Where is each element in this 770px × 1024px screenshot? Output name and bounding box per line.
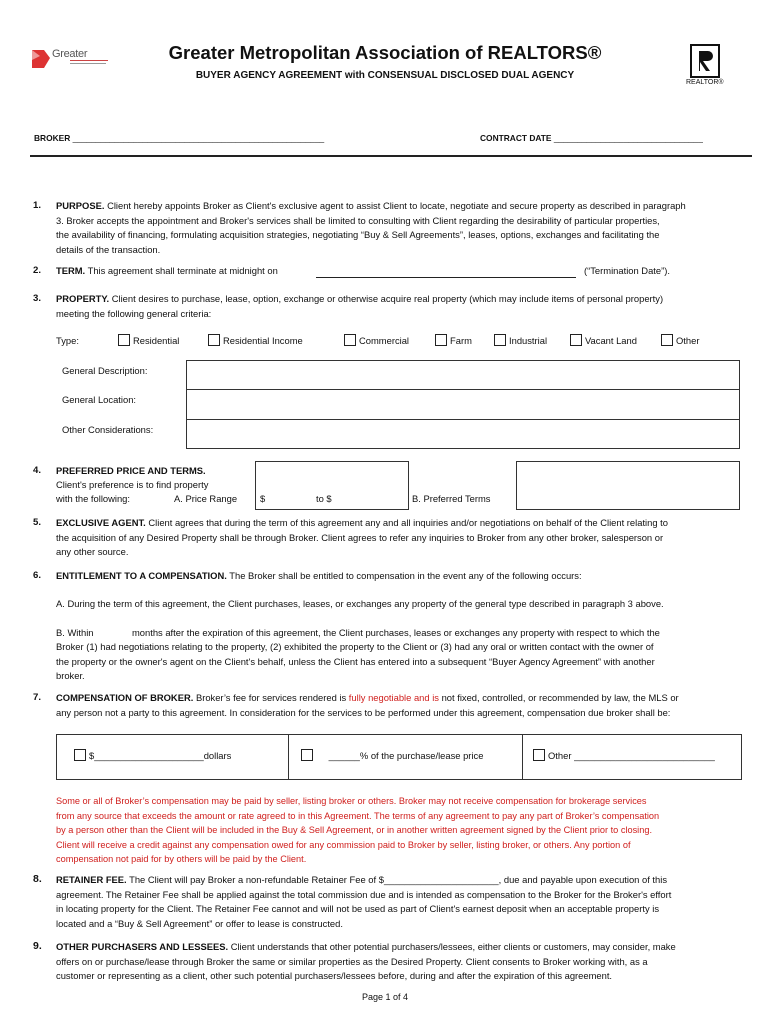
section-3 — [56, 292, 756, 321]
section-4-title: PREFERRED PRICE AND TERMS. — [56, 465, 206, 476]
type-label: Type: — [56, 335, 79, 346]
section-7-title: COMPENSATION OF BROKER. — [56, 692, 194, 703]
compensation-other-blank[interactable]: ___________________________ — [574, 750, 715, 761]
section-8 — [56, 873, 756, 931]
section-6-a: A. During the term of this agreement, the Client purchases, leases, or exchanges any property of the general type described in paragraph 3 above. — [56, 598, 664, 609]
realtor-logo — [686, 44, 732, 90]
checkbox-icon[interactable] — [301, 749, 313, 761]
section-8-line: located and a “Buy & Sell Agreement” or offer to lease is constructed. — [56, 917, 343, 929]
section-6-text: The Broker shall be entitled to compensation in the event any of the following occurs: — [229, 570, 582, 581]
retainer-fee-blank[interactable]: ______________________ — [383, 874, 499, 885]
broker-line[interactable]: ______________________________________________________ — [72, 133, 325, 143]
section-2-number: 2. — [33, 265, 42, 276]
section-6-number: 6. — [33, 570, 42, 581]
compensation-dollar-sign: $ — [89, 750, 95, 761]
other-considerations-label: Other Considerations: — [62, 424, 154, 435]
section-5-line: Client agrees that during the term of this agreement any and all inquiries and/or negotiations on behalf of the Client relating to — [148, 517, 668, 528]
section-6-title: ENTITLEMENT TO A COMPENSATION. — [56, 570, 227, 581]
section-8-line: in locating property for the Client. The Retainer Fee cannot and will not be used as part of Client's earnest deposit when an acceptable property is — [56, 903, 660, 915]
section-2 — [56, 264, 278, 279]
general-location-field[interactable] — [186, 389, 740, 420]
section-5-title: EXCLUSIVE AGENT. — [56, 517, 146, 528]
section-1-line: the availability of financing, formulating acquisition strategies, negotiating “Buy & Sell Agreements”, leases, options, exchanges and facilitating the — [56, 229, 660, 241]
compensation-dollars-blank[interactable]: _____________________ — [94, 750, 204, 761]
compensation-percent-label: % of the purchase/lease price — [359, 750, 484, 761]
section-1-line: Client hereby appoints Broker as Client's exclusive agent to assist Client to locate, negotiate and secure property as described in paragraph — [107, 200, 686, 211]
page-title: Greater Metropolitan Association of REALTORS® — [168, 42, 602, 63]
realtor-r-icon — [690, 44, 720, 78]
section-7-red-text: fully negotiable and is — [348, 692, 439, 703]
section-7-text: Broker’s fee for services rendered is — [195, 692, 347, 703]
disclosure-line: by a person other than the Client will be included in the Buy & Sell Agreement, or in another written agreement signed by the Client prior to closing. — [56, 825, 652, 836]
type-commercial-checkbox[interactable] — [344, 334, 409, 349]
broker-field[interactable] — [34, 131, 324, 146]
type-option-label: Farm — [450, 335, 472, 346]
type-industrial-checkbox[interactable] — [494, 334, 547, 349]
page-subtitle: BUYER AGENCY AGREEMENT with CONSENSUAL DISCLOSED DUAL AGENCY — [195, 70, 575, 81]
section-5-line: any other source. — [56, 546, 129, 558]
general-description-field[interactable] — [186, 360, 740, 390]
section-5-number: 5. — [33, 517, 42, 528]
section-2-text: This agreement shall terminate at midnight on — [87, 265, 278, 276]
type-other-checkbox[interactable] — [661, 334, 699, 349]
price-range-field[interactable] — [255, 461, 409, 510]
checkbox-icon[interactable] — [570, 334, 582, 346]
disclosure-line: compensation not paid for by others will be paid by the Client. — [56, 854, 307, 865]
section-6-b-start: B. Within — [56, 627, 94, 638]
section-9-line: customer or representing as a client, other such potential purchasers/lessees before, during and after the expiration of this agreement. — [56, 970, 613, 982]
compensation-percent-blank[interactable]: ______ — [328, 750, 360, 761]
compensation-dollars-option[interactable] — [74, 749, 231, 764]
checkbox-icon[interactable] — [435, 334, 447, 346]
section-8-number: 8. — [33, 873, 42, 885]
price-from-dollar: $ — [260, 493, 266, 504]
compensation-other-label: Other — [548, 750, 572, 761]
disclosure-line: Client will receive a credit against any compensation owed for any commission paid to Broker by seller, listing broker, or others. Any portion of — [56, 839, 631, 850]
realtor-mark: REALTOR® — [686, 79, 724, 86]
section-7 — [56, 691, 756, 720]
compensation-other-option[interactable] — [533, 749, 715, 764]
section-9-text: Client understands that other potential purchasers/lessees, either clients or customers, may consider, make — [230, 941, 676, 952]
type-vacant-land-checkbox[interactable] — [570, 334, 637, 349]
type-residential-income-checkbox[interactable] — [208, 334, 303, 349]
section-9-title: OTHER PURCHASERS AND LESSEES. — [56, 941, 229, 952]
checkbox-icon[interactable] — [344, 334, 356, 346]
general-description-label: General Description: — [62, 365, 148, 376]
termination-date-label: (“Termination Date”). — [584, 265, 670, 276]
section-7-number: 7. — [33, 692, 42, 703]
checkbox-icon[interactable] — [208, 334, 220, 346]
section-1 — [56, 199, 756, 257]
section-5-line: the acquisition of any Desired Property shall be through Broker. Client agrees to refer any inquiries to Broker from any other broker, salesperson or — [56, 531, 664, 543]
page-number: Page 1 of 4 — [361, 992, 409, 1002]
section-9 — [56, 940, 756, 984]
section-8-text: , due and payable upon execution of this — [498, 874, 668, 885]
section-3-line: Client desires to purchase, lease, option, exchange or otherwise acquire real property (which may include items of personal property) — [111, 293, 664, 304]
section-3-line: meeting the following general criteria: — [56, 307, 212, 319]
contract-date-label: CONTRACT DATE — [480, 133, 552, 143]
logo-word: Greater — [52, 48, 88, 60]
section-2-title: TERM. — [56, 265, 86, 276]
section-3-title: PROPERTY. — [56, 293, 110, 304]
section-4-number: 4. — [33, 465, 42, 476]
price-range-label: A. Price Range — [174, 493, 238, 504]
checkbox-icon[interactable] — [661, 334, 673, 346]
preferred-terms-field[interactable] — [516, 461, 740, 510]
compensation-disclosure — [56, 794, 756, 867]
other-considerations-field[interactable] — [186, 419, 740, 449]
price-to-label: to $ — [316, 493, 332, 504]
type-option-label: Other — [676, 335, 700, 346]
type-option-label: Commercial — [359, 335, 410, 346]
termination-date-field[interactable] — [316, 277, 576, 278]
type-farm-checkbox[interactable] — [435, 334, 472, 349]
checkbox-icon[interactable] — [74, 749, 86, 761]
section-6-b-line: the property or the owner's agent on the Client's behalf, unless the Client has entered into a subsequent “Buyer Agency Agreement” with another — [56, 655, 655, 667]
section-1-number: 1. — [33, 200, 42, 211]
section-6-b-line: Broker (1) had negotiations relating to the property, (2) exhibited the property to the Client or (3) had any oral or written contact with the owner of — [56, 641, 654, 652]
disclosure-line: Some or all of Broker’s compensation may be paid by seller, listing broker or others. Broker may not receive compensation for brokerage services — [56, 796, 647, 806]
section-6-b-rest — [56, 640, 756, 684]
section-8-line: agreement. The Retainer Fee shall be applied against the total commission due and is intended as compensation to the Broker for the Broker's effort — [56, 888, 672, 900]
contract-date-line[interactable]: ________________________________ — [553, 133, 703, 143]
section-8-title: RETAINER FEE. — [56, 874, 127, 885]
section-7-text: not fixed, controlled, or recommended by law, the MLS or — [441, 692, 679, 703]
section-7-line: any person not a party to this agreement. In consideration for the services to be performed under this agreement, compensation due broker shall be: — [56, 706, 671, 718]
checkbox-icon[interactable] — [494, 334, 506, 346]
contract-date-field[interactable] — [480, 131, 703, 146]
general-location-label: General Location: — [62, 394, 137, 405]
section-8-text: The Client will pay Broker a non-refundable Retainer Fee of $ — [129, 874, 384, 885]
type-option-label: Vacant Land — [585, 335, 637, 346]
section-6 — [56, 569, 582, 584]
section-3-number: 3. — [33, 293, 42, 304]
section-9-number: 9. — [33, 940, 42, 952]
section-6-b-line: months after the expiration of this agreement, the Client purchases, leases or exchanges any property with respect to which the — [132, 627, 660, 638]
section-4-line: with the following: — [56, 493, 130, 504]
section-1-line: 3. Broker accepts the appointment and Broker's services shall be limited to consulting with Client regarding the desirability of particular properties, — [56, 214, 660, 226]
checkbox-icon[interactable] — [533, 749, 545, 761]
section-5 — [56, 516, 756, 560]
checkbox-icon[interactable] — [118, 334, 130, 346]
section-1-line: details of the transaction. — [56, 243, 161, 255]
header-divider — [30, 155, 752, 157]
broker-label: BROKER — [34, 133, 71, 143]
disclosure-line: from any source that exceeds the amount or rate agreed to in this Agreement. The terms of any agreement to pay any part of Broker’s compensation — [56, 810, 660, 821]
section-4-line: Client's preference is to find property — [56, 479, 209, 490]
compensation-dollars-label: dollars — [203, 750, 232, 761]
preferred-terms-label: B. Preferred Terms — [412, 493, 491, 504]
compensation-percent-option[interactable] — [301, 749, 483, 764]
type-option-label: Residential Income — [223, 335, 303, 346]
section-9-line: offers on or purchase/lease through Broker the same or similar properties as the Desired Property. Client consents to Broker working with, as a — [56, 955, 648, 967]
type-option-label: Industrial — [509, 335, 548, 346]
type-option-label: Residential — [133, 335, 180, 346]
section-1-title: PURPOSE. — [56, 200, 105, 211]
type-residential-checkbox[interactable] — [118, 334, 179, 349]
section-6-b-line: broker. — [56, 670, 85, 682]
